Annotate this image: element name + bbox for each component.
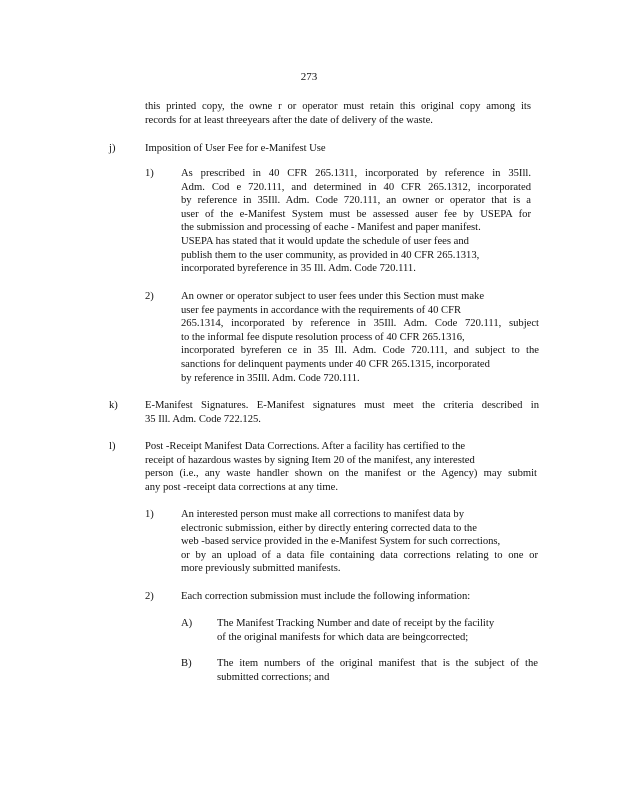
text-line: electronic submission, either by directly entering corrected data to the [181, 522, 477, 534]
paragraph-l [145, 440, 537, 494]
paragraph-k [145, 399, 539, 426]
text-line: web -based service provided in the e-Manifest System for such corrections, [181, 536, 501, 548]
section-heading-j: Imposition of User Fee for e-Manifest Use [145, 143, 326, 154]
text-line: records for at least threeyears after the date of delivery of the waste. [145, 114, 433, 126]
subsection-label-l-2: 2) [145, 591, 154, 602]
text-line: 35 Ill. Adm. Code 722.125. [145, 413, 261, 425]
text-line: publish them to the user community, as provided in 40 CFR 265.1313, [181, 249, 480, 261]
item-label-l-2-a: A) [181, 618, 193, 629]
text-line: or by an upload of a data file containing data corrections relating to one or [181, 549, 538, 561]
subsection-label-j-2: 2) [145, 291, 154, 302]
text-line: user fee payments in accordance with the requirements of 40 CFR [181, 304, 462, 316]
subsection-label-j-1: 1) [145, 168, 154, 179]
text-line: this printed copy, the owne r or operator must retain this original copy among its [145, 101, 531, 112]
text-line: submitted corrections; and [217, 671, 330, 683]
section-label-l: l) [109, 441, 116, 452]
text-line: incorporated byreferen ce in 35 Ill. Adm. Code 720.111, and subject to the [181, 345, 539, 357]
text-line: any post -receipt data corrections at any time. [145, 481, 338, 493]
text-line: to the informal fee dispute resolution process of 40 CFR 265.1316, [181, 331, 465, 343]
text-line: incorporated byreference in 35 Ill. Adm. Code 720.111. [181, 263, 416, 275]
paragraph-j-2 [181, 290, 539, 385]
text-line: by reference in 35Ill. Adm. Code 720.111, an owner or operator that is a [181, 195, 531, 207]
text-line: Each correction submission must include the following information: [181, 591, 471, 602]
paragraph-l-2-a [217, 617, 529, 644]
section-label-j: j) [109, 143, 116, 154]
text-line: more previously submitted manifests. [181, 563, 341, 575]
paragraph-l-2-b [217, 657, 538, 684]
text-line: The Manifest Tracking Number and date of receipt by the facility [217, 618, 495, 629]
intro-paragraph [145, 100, 531, 127]
paragraph-l-1 [181, 508, 538, 576]
text-line: USEPA has stated that it would update the schedule of user fees and [181, 235, 469, 247]
item-label-l-2-b: B) [181, 658, 192, 669]
text-line: receipt of hazardous wastes by signing Item 20 of the manifest, any interested [145, 454, 475, 466]
text-line: Adm. Cod e 720.111, and determined in 40 CFR 265.1312, incorporated [181, 181, 531, 193]
section-label-k: k) [109, 400, 118, 411]
text-line: by reference in 35Ill. Adm. Code 720.111. [181, 372, 360, 384]
page-number: 273 [300, 71, 318, 83]
text-line: the submission and processing of eache - Manifest and paper manifest. [181, 222, 481, 234]
text-line: of the original manifests for which data are beingcorrected; [217, 631, 469, 643]
subsection-label-l-1: 1) [145, 509, 154, 520]
text-line: E-Manifest Signatures. E-Manifest signatures must meet the criteria described in [145, 400, 539, 411]
text-line: sanctions for delinquent payments under 40 CFR 265.1315, incorporated [181, 358, 490, 370]
text-line: user of the e-Manifest System must be assessed auser fee by USEPA for [181, 208, 531, 220]
text-line: As prescribed in 40 CFR 265.1311, incorporated by reference in 35Ill. [181, 168, 531, 179]
text-line: An owner or operator subject to user fees under this Section must make [181, 291, 485, 302]
paragraph-l-2 [181, 590, 526, 604]
text-line: Post -Receipt Manifest Data Corrections. After a facility has certified to the [145, 441, 466, 452]
text-line: 265.1314, incorporated by reference in 35Ill. Adm. Code 720.111, subject [181, 318, 539, 330]
text-line: The item numbers of the original manifest that is the subject of the [217, 658, 538, 669]
paragraph-j-1 [181, 167, 531, 276]
text-line: An interested person must make all corrections to manifest data by [181, 509, 465, 520]
text-line: person (i.e., any waste handler shown on the manifest or the Agency) may submit [145, 468, 537, 480]
